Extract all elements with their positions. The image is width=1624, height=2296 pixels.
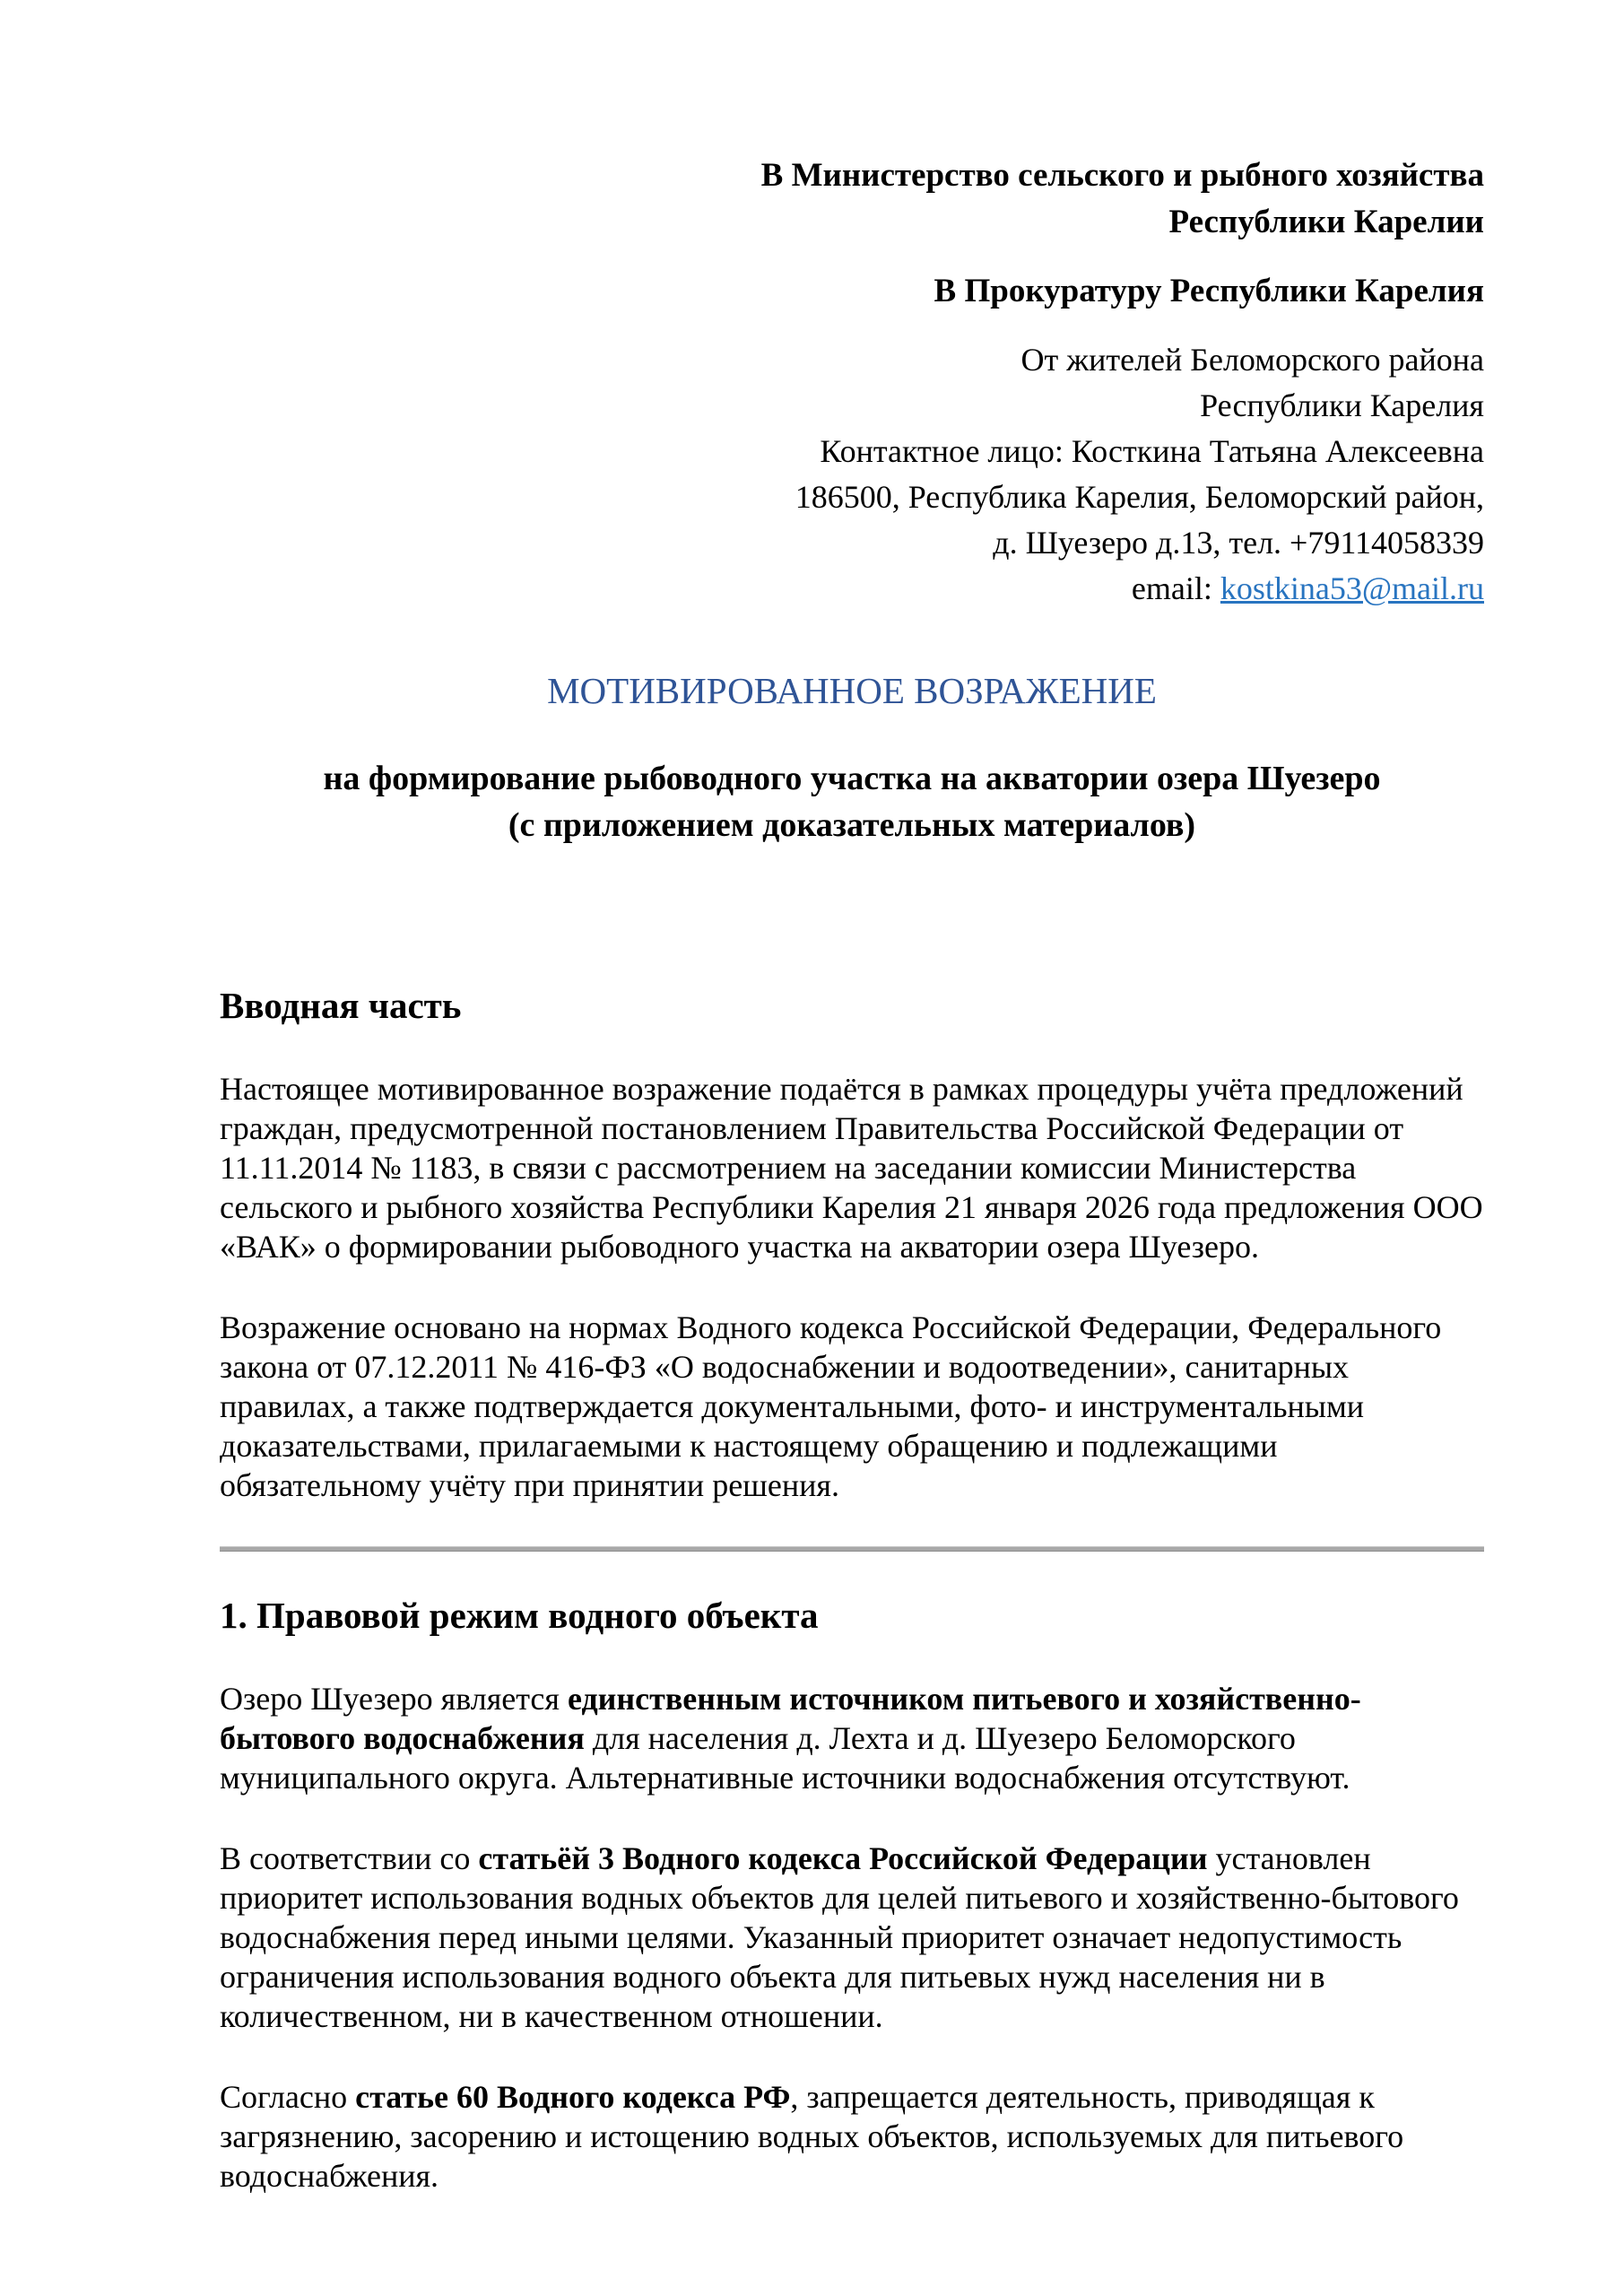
sender-line: От жителей Беломорского района [1020,342,1484,378]
recipient-prosecutor: В Прокуратуру Республики Карелия [934,273,1484,309]
document-subtitle [220,755,1484,848]
text-run: , запрещается деятельность, приводящая к загрязнению, засорению и истощению водных объектов, используемых для питьевого водоснабжения. [220,2079,1404,2194]
intro-paragraph-1: Настоящее мотивированное возражение подаётся в рамках процедуры учёта предложений граждан, предусмотренной постановлением Правительства Российской Федерации от 11.11.2014 № 1183, в связи с рассмотрением на заседании комиссии Министерства сельского и рыбного хозяйства Республики Карелия 21 января 2026 года предложения ООО «ВАК» о формировании рыбоводного участка на акватории озера Шуезеро. [220,1071,1483,1265]
sender-contact-person: Контактное лицо: Косткина Татьяна Алексеевна [820,433,1484,469]
subtitle-line2: (с приложением доказательных материалов) [508,806,1196,844]
recipient-ministry-line1: В Министерство сельского и рыбного хозяйства [760,157,1484,194]
section1-paragraph-3 [220,2077,1484,2196]
intro-paragraph-2: Возражение основано на нормах Водного кодекса Российской Федерации, Федерального закона от 07.12.2011 № 416-ФЗ «О водоснабжении и водоотведении», санитарных правилах, а также подтверждается документальными, фото- и инструментальными доказательствами, прилагаемыми к настоящему обращению и подлежащими обязательному учёту при принятии решения. [220,1309,1442,1503]
sender-address: 186500, Республика Карелия, Беломорский район, [795,479,1484,515]
spacer [220,246,1484,268]
text-run-bold: единственным источником питьевого и хозяйственно-бытового водоснабжения [220,1681,1361,1756]
section-divider [220,1546,1484,1552]
text-run: Согласно [220,2079,356,2115]
text-run: для населения д. Лехта и д. Шуезеро Беломорского муниципального округа. Альтернативные источники водоснабжения отсутствуют. [220,1720,1350,1796]
section1-paragraph-2 [220,1839,1484,2036]
sender-line: Республики Карелия [1200,387,1484,423]
email-label: email: [1131,570,1220,606]
recipients-block [220,152,1484,315]
text-run-bold: статьёй 3 Водного кодекса Российской Федерации [478,1840,1208,1876]
recipient-ministry-line2: Республики Карелии [1168,204,1484,240]
email-link[interactable]: kostkina53@mail.ru [1220,570,1484,606]
text-run-bold: статье 60 Водного кодекса РФ [355,2079,791,2115]
sender-email-line [220,566,1484,612]
subtitle-line1: на формирование рыбоводного участка на акватории озера Шуезеро [323,760,1381,797]
text-run: В соответствии со [220,1840,479,1876]
sender-phone: д. Шуезеро д.13, тел. +79114058339 [993,525,1484,561]
text-run: установлен приоритет использования водных объектов для целей питьевого и хозяйственно-бытового водоснабжения перед иными целями. Указанный приоритет означает недопустимость ограничения использования водного объекта для питьевых нужд населения ни в количественном, ни в качественном отношении. [220,1840,1459,2034]
text-run: Озеро Шуезеро является [220,1681,568,1717]
sender-block [220,337,1484,612]
section1-paragraph-1 [220,1679,1484,1797]
section1-heading: 1. Правовой режим водного объекта [220,1595,819,1636]
intro-heading: Вводная часть [220,985,462,1026]
document-title: МОТИВИРОВАННОЕ ВОЗРАЖЕНИЕ [547,670,1157,711]
